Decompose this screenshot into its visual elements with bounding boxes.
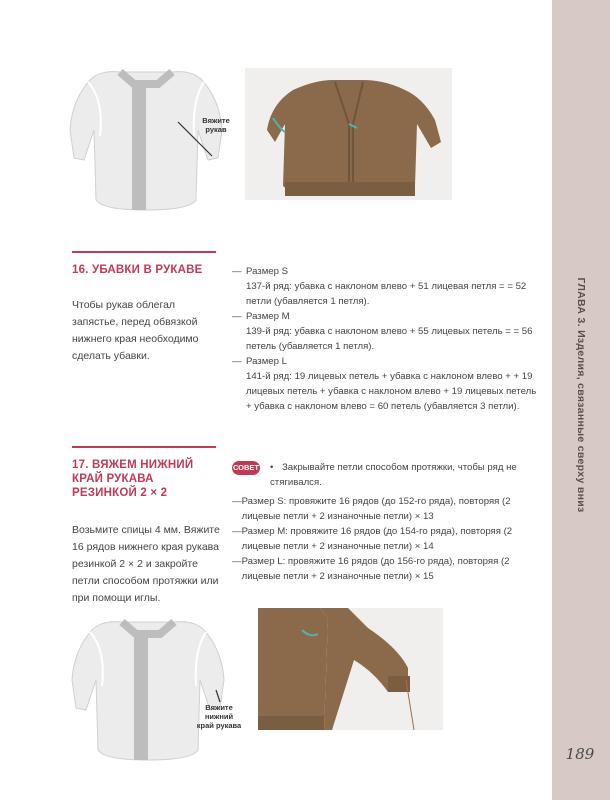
chapter-title: ГЛАВА 3. Изделия, связанные сверху вниз bbox=[575, 277, 587, 513]
section16-rule bbox=[72, 251, 216, 253]
button-band bbox=[132, 80, 146, 210]
tip-text: • Закрывайте петли способом протяжки, чтобы ряд не стягивался. bbox=[270, 462, 517, 488]
button-band bbox=[134, 630, 148, 760]
list-item-detail: 137-й ряд: убавка с наклоном влево + 51 лицевая петля = = 52 петли (убавляется 1 петля). bbox=[246, 281, 527, 307]
cardigan-photo-image bbox=[245, 68, 452, 200]
list-item: — Размер L bbox=[232, 356, 287, 367]
chapter-sidebar bbox=[552, 0, 610, 800]
list-item: — Размер M bbox=[232, 311, 290, 322]
section17-title: 17. ВЯЖЕМ НИЖНИЙ КРАЙ РУКАВА РЕЗИНКОЙ 2 × 2 bbox=[72, 459, 194, 499]
callout-knit-sleeve: Вяжите рукав bbox=[202, 116, 230, 134]
section16-size-list bbox=[232, 264, 544, 414]
photo-cardigan-sleeve bbox=[245, 68, 452, 200]
photo-cardigan-cuff bbox=[258, 608, 443, 730]
callout-knit-cuff: Вяжите нижний край рукава bbox=[196, 703, 242, 730]
section17-rule bbox=[72, 446, 216, 448]
list-item: — Размер S bbox=[232, 266, 289, 277]
section16-intro: Чтобы рукав облегал запястье, перед обвязкой нижнего края необходимо сделать убавки. bbox=[72, 299, 199, 362]
list-item: — Размер S: провяжите 16 рядов (до 152-го ряда), повторяя (2 лицевые петли + 2 изнаночные петли) × 13 bbox=[232, 496, 511, 522]
list-item-detail: 139-й ряд: убавка с наклоном влево + 55 лицевых петель = = 56 петель (убавляется 1 петля). bbox=[246, 326, 533, 352]
cardigan-schematic-cuff bbox=[62, 610, 232, 770]
list-item: — Размер L: провяжите 16 рядов (до 156-го ряда), повторяя (2 лицевые петли + 2 изнаночные петли) × 15 bbox=[232, 556, 510, 582]
cardigan-schematic-sleeve bbox=[60, 60, 230, 220]
page-number: 189 bbox=[565, 745, 595, 763]
section16-title: 16. УБАВКИ В РУКАВЕ bbox=[72, 264, 203, 276]
section17-size-list bbox=[232, 494, 542, 584]
list-item: — Размер M: провяжите 16 рядов (до 154-го ряда), повторяя (2 лицевые петли + 2 изнаночные петли) × 14 bbox=[232, 526, 513, 552]
bullet-icon: • bbox=[270, 462, 274, 473]
cardigan-cuff-photo-image bbox=[258, 608, 443, 730]
tip-badge: СОВЕТ bbox=[232, 461, 260, 475]
list-item-detail: 141-й ряд: 19 лицевых петель + убавка с наклоном влево + + 19 лицевых петель + убавка с наклоном влево + 19 лицевых петель + убавка с наклоном влево = 60 петель (убавляется 3 петли). bbox=[246, 371, 537, 412]
section17-intro: Возьмите спицы 4 мм. Вяжите 16 рядов нижнего края рукава резинкой 2 × 2 и закройте петли способом протяжки или при помощи иглы. bbox=[72, 524, 220, 604]
